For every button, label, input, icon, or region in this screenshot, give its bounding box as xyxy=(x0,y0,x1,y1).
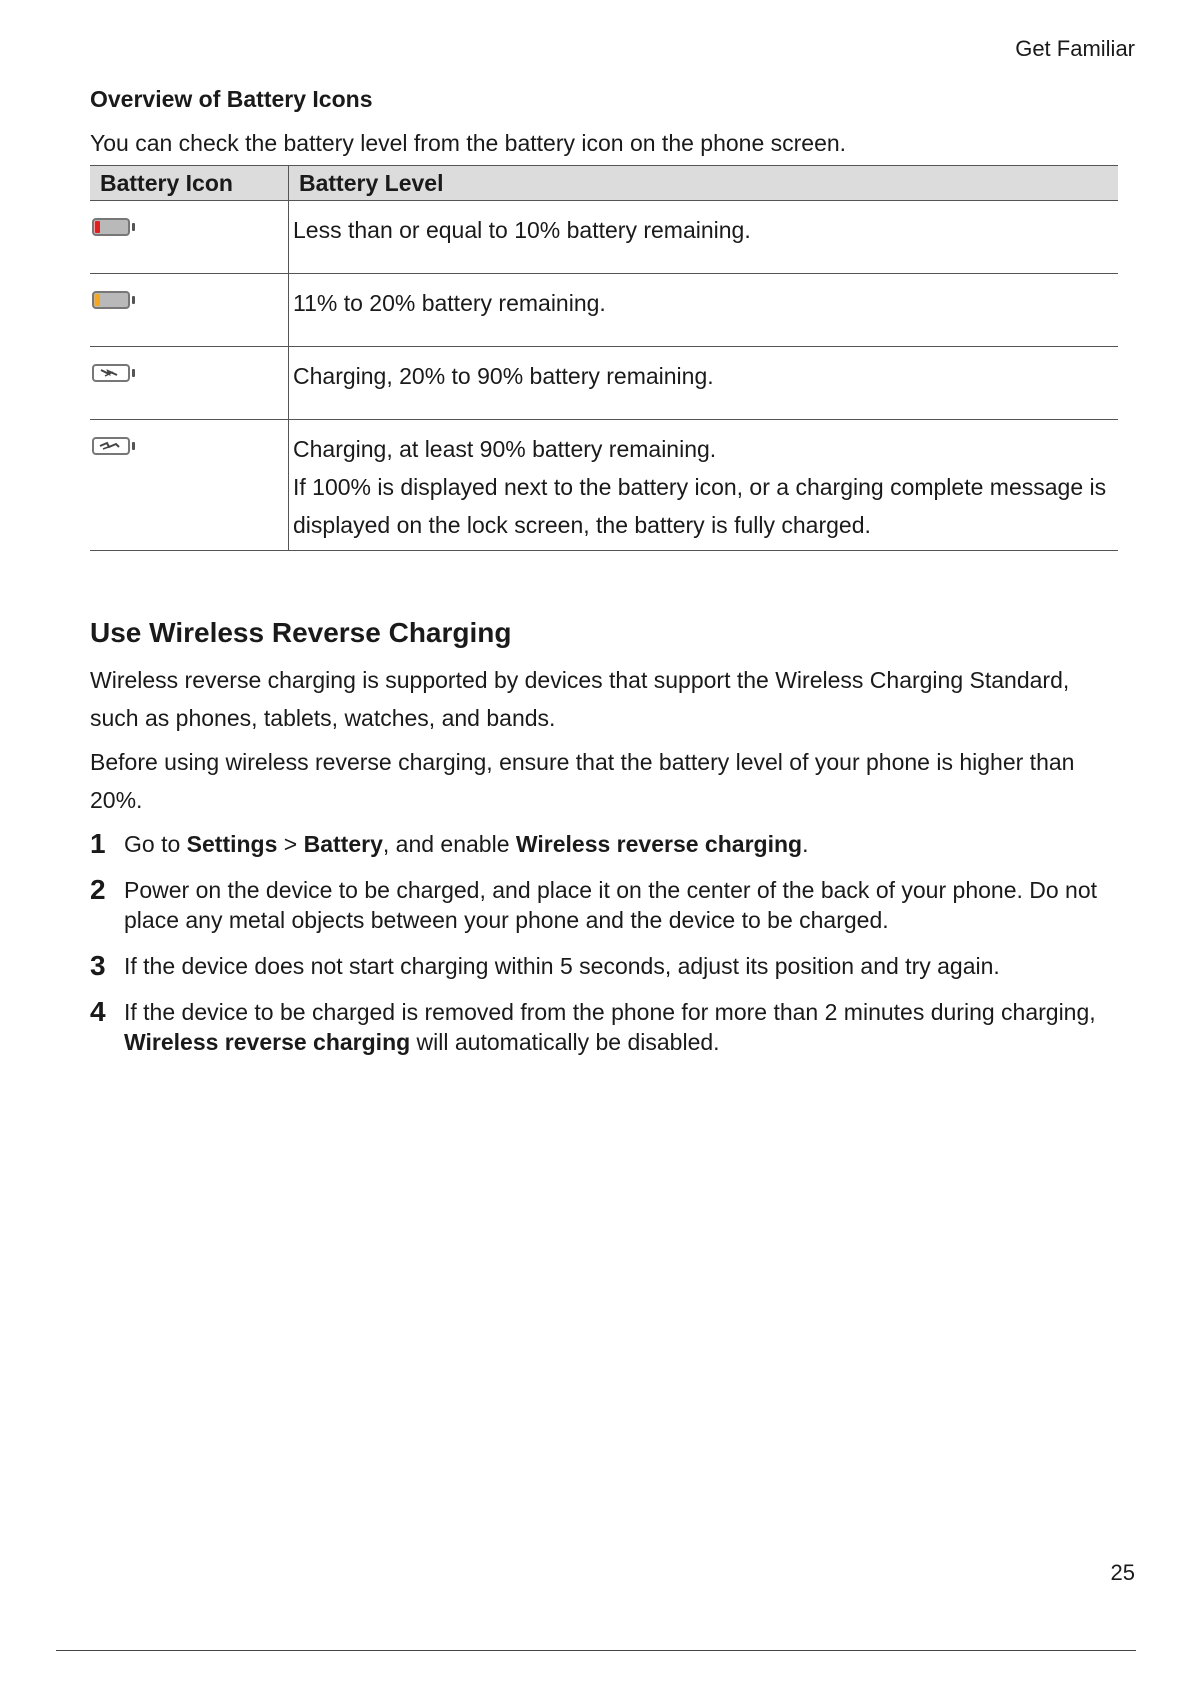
step-number: 3 xyxy=(90,950,106,981)
table-header-row xyxy=(90,166,1118,201)
level-text-note: If 100% is displayed next to the battery icon, or a charging complete message is displayed on the lock screen, the battery is fully charged. xyxy=(293,474,1107,538)
step-text: Power on the device to be charged, and place it on the center of the back of your phone. Do not place any metal objects between your phone and the device to be charged. xyxy=(124,877,1098,933)
step-number: 4 xyxy=(90,996,106,1027)
battery-section-title: Overview of Battery Icons xyxy=(90,86,373,112)
battery-icons-table xyxy=(90,165,1118,551)
step-item xyxy=(90,829,1118,859)
icon-cell xyxy=(90,274,289,347)
battery-low-orange-icon xyxy=(92,291,135,309)
steps-list xyxy=(90,829,1118,1057)
icon-cell xyxy=(90,420,289,551)
table-row xyxy=(90,420,1118,551)
table-row xyxy=(90,274,1118,347)
level-text: Charging, at least 90% battery remaining. xyxy=(293,436,717,462)
icon-cell xyxy=(90,201,289,274)
column-header-level: Battery Level xyxy=(289,166,1119,201)
wireless-paragraph-2: Before using wireless reverse charging, ensure that the battery level of your phone is higher than 20%. xyxy=(90,749,1075,813)
level-cell xyxy=(289,201,1119,274)
level-text: Less than or equal to 10% battery remaining. xyxy=(293,217,751,243)
battery-section-intro: You can check the battery level from the battery icon on the phone screen. xyxy=(90,130,847,156)
wireless-section-title: Use Wireless Reverse Charging xyxy=(90,617,512,648)
step-text: Go to Settings > Battery, and enable Wireless reverse charging. xyxy=(124,831,809,857)
wireless-reverse-charging-label: Wireless reverse charging xyxy=(124,1029,411,1055)
wireless-paragraph-1: Wireless reverse charging is supported by devices that support the Wireless Charging Standard, such as phones, tablets, watches, and bands. xyxy=(90,667,1070,731)
level-cell xyxy=(289,420,1119,551)
step-text: If the device does not start charging within 5 seconds, adjust its position and try again. xyxy=(124,953,1000,979)
battery-low-red-icon xyxy=(92,218,135,236)
battery-charging-icon xyxy=(92,364,135,382)
step-text: If the device to be charged is removed from the phone for more than 2 minutes during charging, Wireless reverse charging will automatically be disabled. xyxy=(124,999,1096,1055)
step-number: 1 xyxy=(90,828,106,859)
page-number: 25 xyxy=(1110,1560,1135,1585)
step-item xyxy=(90,951,1118,981)
level-text: Charging, 20% to 90% battery remaining. xyxy=(293,363,714,389)
battery-label: Battery xyxy=(303,831,383,857)
page-content xyxy=(90,86,1118,1073)
page-header-section: Get Familiar xyxy=(1015,36,1135,61)
footer-divider xyxy=(56,1650,1136,1651)
wireless-reverse-charging-label: Wireless reverse charging xyxy=(515,831,803,857)
icon-cell xyxy=(90,347,289,420)
level-cell xyxy=(289,347,1119,420)
table-row xyxy=(90,201,1118,274)
level-text: 11% to 20% battery remaining. xyxy=(293,290,606,316)
step-item xyxy=(90,997,1118,1057)
level-cell xyxy=(289,274,1119,347)
settings-label: Settings xyxy=(186,831,278,857)
battery-charging-full-icon xyxy=(92,437,135,455)
step-item xyxy=(90,875,1118,935)
table-row xyxy=(90,347,1118,420)
step-number: 2 xyxy=(90,874,106,905)
column-header-icon: Battery Icon xyxy=(90,166,289,201)
